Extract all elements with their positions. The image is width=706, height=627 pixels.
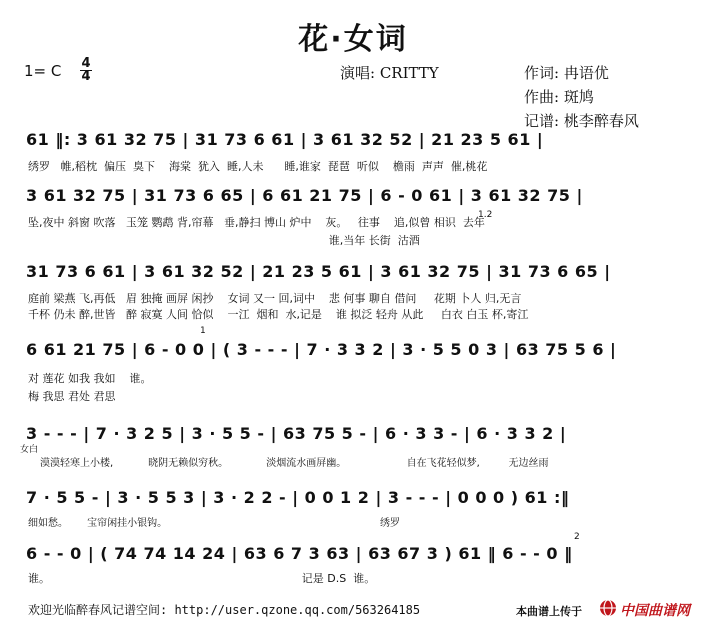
notation-line: 7 · 5 5 - | 3 · 5 5 3 | 3 · 2 2 - | 0 0 1 2 | 3 - - - | 0 0 0 ) 61 :‖ bbox=[26, 488, 570, 507]
lyric-line: 漠漠轻寒上小楼, 晓阴无赖似穷秋。 淡烟流水画屏幽。 自在飞花轻似梦, 无边丝雨 bbox=[40, 458, 549, 469]
transcriber-credit: 记谱: 桃李醉春风 bbox=[524, 112, 639, 130]
lyric-line: 千杯 仍未 醉,世皆 醉 寂寞 人间 恰似 一江 烟和 水,记是 谁 拟泛 轻舟 从此 白衣 白玉 杯,寄江 bbox=[28, 308, 529, 321]
site-logo bbox=[598, 598, 702, 620]
lyric-line: 细如愁。 宝帘闲挂小银钩。 绣罗 bbox=[28, 518, 401, 529]
composer-credit: 作曲: 斑鸠 bbox=[524, 88, 594, 106]
volta-mark: 1 bbox=[200, 326, 206, 336]
volta-mark: 2 bbox=[574, 532, 580, 542]
lyric-line: 绣罗 帷,稻枕 偏压 臭下 海棠 犹入 睡,人未 睡,谁家 琵琶 听似 檐雨 声声 催,桃花 bbox=[28, 160, 488, 173]
song-title: 花·女词 bbox=[298, 22, 408, 57]
visit-note: 欢迎光临醉春风记谱空间: http://user.qzone.qq.com/563264185 bbox=[28, 603, 421, 617]
singer-credit: 演唱: CRITTY bbox=[340, 64, 439, 82]
notation-line: 6 - - 0 | ( 74 74 14 24 | 63 6 7 3 63 | 63 67 3 ) 61 ‖ 6 - - 0 ‖ bbox=[26, 544, 573, 563]
globe-icon bbox=[598, 598, 618, 618]
notation-line: 6 61 21 75 | 6 - 0 0 | ( 3 - - - | 7 · 3 3 2 | 3 · 5 5 0 3 | 63 75 5 6 | bbox=[26, 340, 617, 359]
lyric-line: 对 莲花 如我 我如 谁。 bbox=[28, 372, 152, 385]
lyric-line: 谁。 记是 D.S 谁。 bbox=[28, 572, 376, 585]
notation-line: 3 61 32 75 | 31 73 6 65 | 6 61 21 75 | 6 - 0 61 | 3 61 32 75 | bbox=[26, 186, 583, 205]
lyric-line: 谁,当年 长街 沽酒 bbox=[28, 234, 420, 247]
notation-line: 61 ‖: 3 61 32 75 | 31 73 6 61 | 3 61 32 52 | 21 23 5 61 | bbox=[26, 130, 544, 149]
lyric-line: 坠,夜中 斜窗 吹落 玉笼 鹦鹉 背,帘幕 垂,静扫 博山 炉中 灰。 往事 追,似曾 相识 去年 bbox=[28, 216, 485, 229]
time-denominator: 4 bbox=[81, 69, 91, 84]
notation-line: 31 73 6 61 | 3 61 32 52 | 21 23 5 61 | 3 61 32 75 | 31 73 6 65 | bbox=[26, 262, 611, 281]
lyric-line: 庭前 梁燕 飞,再低 眉 独掩 画屏 闲抄 女词 又一 回,词中 悲 何事 聊自 借问 花期 卜人 归,无言 bbox=[28, 292, 522, 305]
key-signature: 1= C bbox=[24, 62, 62, 80]
lyricist-credit: 作词: 冉语优 bbox=[524, 64, 609, 82]
lyric-line: 梅 我思 君处 君思 bbox=[28, 390, 116, 403]
notation-line: 3 - - - | 7 · 3 2 5 | 3 · 5 5 - | 63 75 5 - | 6 · 3 3 - | 6 · 3 3 2 | bbox=[26, 424, 567, 443]
source-label: 本曲谱上传于 bbox=[516, 605, 582, 618]
site-name: 中国曲谱网 bbox=[620, 603, 690, 619]
speech-mark: 女白 bbox=[20, 445, 39, 455]
time-numerator: 4 bbox=[81, 56, 91, 71]
time-signature bbox=[80, 58, 92, 83]
volta-mark: 1.2 bbox=[478, 210, 493, 220]
